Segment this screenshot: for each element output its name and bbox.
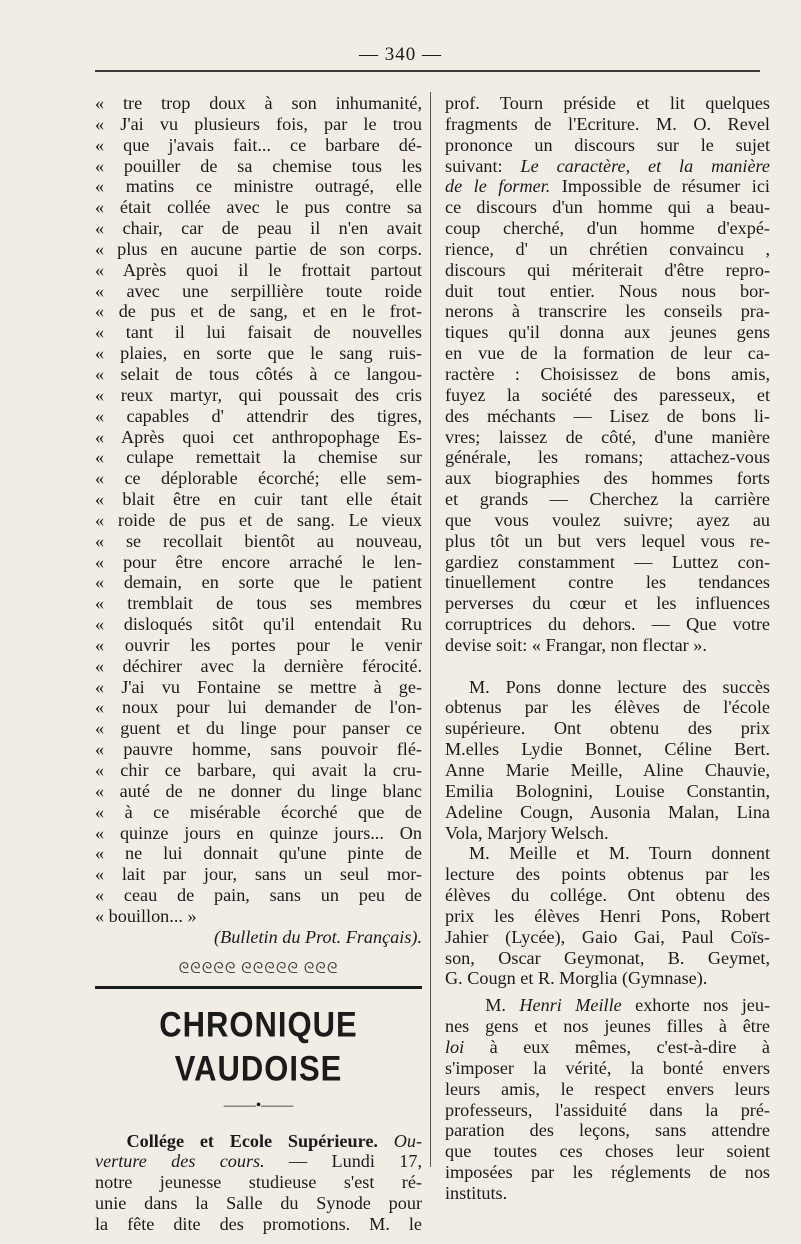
header-rule [95, 70, 760, 72]
text-line: fragments de l'Ecriture. M. O. Revel [445, 113, 770, 134]
text-line: « était collée avec le pus contre sa [95, 197, 422, 218]
text-line: « que j'avais fait... ce barbare dé- [95, 134, 422, 155]
text-line: « lait par jour, sans un seul mor- [95, 864, 422, 885]
text-line: fuyez la société des paresseux, et [445, 384, 770, 405]
article-subheading-start: Ou- [393, 1130, 422, 1151]
text-line: nerons à transcrire les conseils pra- [445, 301, 770, 322]
speech-title: Le caractère, et la manière [520, 155, 770, 176]
text-line: « ceau de pain, sans un peu de [95, 885, 422, 906]
text-line: « tremblait de tous ses membres [95, 593, 422, 614]
text-line: « tre trop doux à son inhumanité, [95, 93, 422, 113]
text-line: « pouiller de sa chemise tous les [95, 155, 422, 176]
text-line: « ne lui donnait qu'une pinte de [95, 843, 422, 864]
left-column [95, 93, 422, 1235]
article-line: unie dans la Salle du Synode pour [95, 1193, 422, 1214]
text-line: supérieure. Ont obtenu des prix [445, 718, 770, 739]
ornament-divider: ᘓᘓᘓᘓᘓ ᘓᘓᘓᘓᘓ ᘓᘓᘓ [178, 960, 339, 977]
text-line: « Après quoi il le frottait partout [95, 259, 422, 280]
text-line: discours qui mériterait d'être repro- [445, 259, 770, 280]
paragraph-school-prizes [445, 677, 770, 844]
right-column [445, 93, 770, 1204]
text-line: prononce un discours sur le sujet [445, 134, 770, 155]
text-line [445, 1037, 770, 1058]
text-line: « avec une serpillière toute roide [95, 280, 422, 301]
faded-residue [445, 656, 770, 677]
text-line: gardiez constamment — Luttez con- [445, 551, 770, 572]
text-line: « quinze jours en quinze jours... On [95, 822, 422, 843]
text-line: instituts. [445, 1182, 508, 1203]
speech-title-end: de le former. [445, 176, 551, 197]
text-line: « reux martyr, qui poussait des cris [95, 384, 422, 405]
text-line: « Après quoi cet anthropophage Es- [95, 426, 422, 447]
text-line: tiques qu'il donna aux jeunes gens [445, 322, 770, 343]
paragraph-exhortation [445, 1058, 770, 1204]
text-line: générale, les romans; attachez-vous [445, 447, 770, 468]
text-line: « J'ai vu Fontaine se mettre à ge- [95, 676, 422, 697]
text-line: « plus en aucune partie de son corps. [95, 238, 422, 259]
text-line: M.elles Lydie Bonnet, Céline Bert. [445, 739, 770, 760]
article-line-rest: — Lundi 17, [264, 1151, 422, 1172]
text-line: « à ce misérable écorché que de [95, 801, 422, 822]
speaker-name: Henri Meille [519, 995, 622, 1016]
text-line: « auté de ne donner du linge blanc [95, 780, 422, 801]
text-line [445, 176, 770, 197]
text-line: Adeline Cougn, Ausonia Malan, Lina [445, 801, 770, 822]
article-heading: Collége et Ecole Supérieure. [126, 1130, 378, 1151]
text-line: « ce déplorable écorché; elle sem- [95, 468, 422, 489]
text-line: rience, d' un chrétien convaincu , [445, 238, 770, 259]
text-line: « ouvrir les portes pour le venir [95, 634, 422, 655]
text-line: que vous voulez suivre; ayez au [445, 509, 770, 530]
text-line: « disloqués sitôt qu'il entendait Ru [95, 614, 422, 635]
text-line: devise soit: « Frangar, non flectar ». [445, 634, 707, 655]
text-line: s'imposer la vérité, la bonté envers [445, 1057, 770, 1078]
text-line: imposées par les réglements de nos [445, 1162, 770, 1183]
text-line [445, 995, 770, 1016]
text-line: « capables d' attendrir des tigres, [95, 405, 422, 426]
paragraph-speech [445, 197, 770, 656]
text-line: G. Cougn et R. Morglia (Gymnase). [445, 968, 708, 989]
text-line: « pauvre homme, sans pouvoir flé- [95, 739, 422, 760]
text-line: prof. Tourn préside et lit quelques [445, 93, 770, 113]
text-line: plus tôt un but vers lequel vous re- [445, 530, 770, 551]
text-line: « bouillon... » [95, 905, 197, 926]
citation: (Bulletin du Prot. Français). [214, 926, 422, 947]
text-line: « selait de tous côtés à ce langou- [95, 363, 422, 384]
text-line: « matins ce ministre outragé, elle [95, 176, 422, 197]
text-line: « demain, en sorte que le patient [95, 572, 422, 593]
text-line: obtenus par les élèves de l'école [445, 697, 770, 718]
text-line: et grands — Cherchez la carrière [445, 489, 770, 510]
article-line [95, 1151, 422, 1172]
text-run: M. [485, 995, 520, 1016]
text-line: « tant il lui faisait de nouvelles [95, 322, 422, 343]
text-line: « chir ce barbare, qui avait la cru- [95, 760, 422, 780]
text-line: en vue de la formation de leur ca- [445, 343, 770, 364]
text-line: Emilia Bolognini, Louise Constantin, [445, 780, 770, 801]
text-line: tinuellement contre les tendances [445, 572, 770, 593]
text-run: exhorte nos jeu- [621, 995, 770, 1016]
text-line: lecture des points obtenus par les [445, 864, 770, 885]
text-line: « blait être en cuir tant elle était [95, 489, 422, 510]
emphasis-word: loi [445, 1036, 465, 1057]
text-line: « déchirer avec la dernière férocité. [95, 655, 422, 676]
column-divider [430, 92, 431, 1167]
page-number: — 340 — [359, 44, 442, 65]
text-line [445, 156, 770, 177]
text-run: Impossible de résumer ici [550, 176, 770, 197]
text-line: « noux pour lui demander de l'on- [95, 697, 422, 718]
text-line: « de pus et de sang, et en le frot- [95, 301, 422, 322]
text-line: « roide de pus et de sang. Le vieux [95, 509, 422, 530]
text-line: paration des leçons, sans attendre [445, 1120, 770, 1141]
text-line: « J'ai vu plusieurs fois, par le trou [95, 113, 422, 134]
text-line: perverses du cœur et les influences [445, 593, 770, 614]
quoted-testimony [95, 93, 422, 927]
text-line: « culape remettait la chemise sur [95, 447, 422, 468]
article-line [95, 1131, 422, 1152]
text-line: aux biographies des hommes forts [445, 468, 770, 489]
paragraph-college-prizes [445, 843, 770, 989]
text-line: que toutes ces choses leur soient [445, 1141, 770, 1162]
text-line: vres; laissez de côté, d'une manière [445, 426, 770, 447]
text-line: ractère : Choisissez de bons amis, [445, 363, 770, 384]
text-line: ce discours d'un homme qui a beau- [445, 197, 770, 218]
text-line: coup cherché, d'un homme d'expé- [445, 218, 770, 239]
text-line: des méchants — Lisez de bons li- [445, 405, 770, 426]
section-rule [95, 986, 422, 989]
text-line: prix les élèves Henri Pons, Robert [445, 905, 770, 926]
text-line: Vola, Marjory Welsch. [445, 822, 609, 843]
text-line: « guent et du linge pour panser ce [95, 718, 422, 739]
text-line: corruptrices du dehors. — Que votre [445, 614, 770, 635]
text-line: élèves du collége. Ont obtenu des [445, 885, 770, 906]
text-line: « plaies, en sorte que le sang ruis- [95, 343, 422, 364]
article-line: notre jeunesse studieuse s'est ré- [95, 1172, 422, 1193]
text-line: nes gens et nos jeunes filles à être [445, 1016, 770, 1037]
text-line: professeurs, l'assiduité dans la pré- [445, 1099, 770, 1120]
article-line: la fête dite des promotions. M. le [95, 1213, 422, 1234]
text-line: M. Pons donne lecture des succès [469, 676, 770, 697]
text-line: duit tout entier. Nous nous bor- [445, 280, 770, 301]
text-line: Jahier (Lycée), Gaio Gai, Paul Coïs- [445, 926, 770, 947]
text-line: « pour être encore arraché le len- [95, 551, 422, 572]
text-line: Anne Marie Meille, Aline Chauvie, [445, 760, 770, 780]
text-line: « se recollait bientôt au nouveau, [95, 530, 422, 551]
text-line: « chair, car de peau il n'en avait [95, 218, 422, 239]
article-subheading-end: verture des cours. [95, 1151, 265, 1172]
section-title: CHRONIQUE VAUDOISE [159, 1004, 358, 1088]
text-line: son, Oscar Geymonat, B. Geymet, [445, 947, 770, 968]
text-line: leurs amis, le respect envers leurs [445, 1078, 770, 1099]
text-run: à eux mêmes, c'est-à-dire à [464, 1036, 770, 1057]
dash-ornament: ——•—— [223, 1096, 294, 1114]
text-run: suivant: [445, 155, 521, 176]
text-line: M. Meille et M. Tourn donnent [469, 843, 770, 864]
